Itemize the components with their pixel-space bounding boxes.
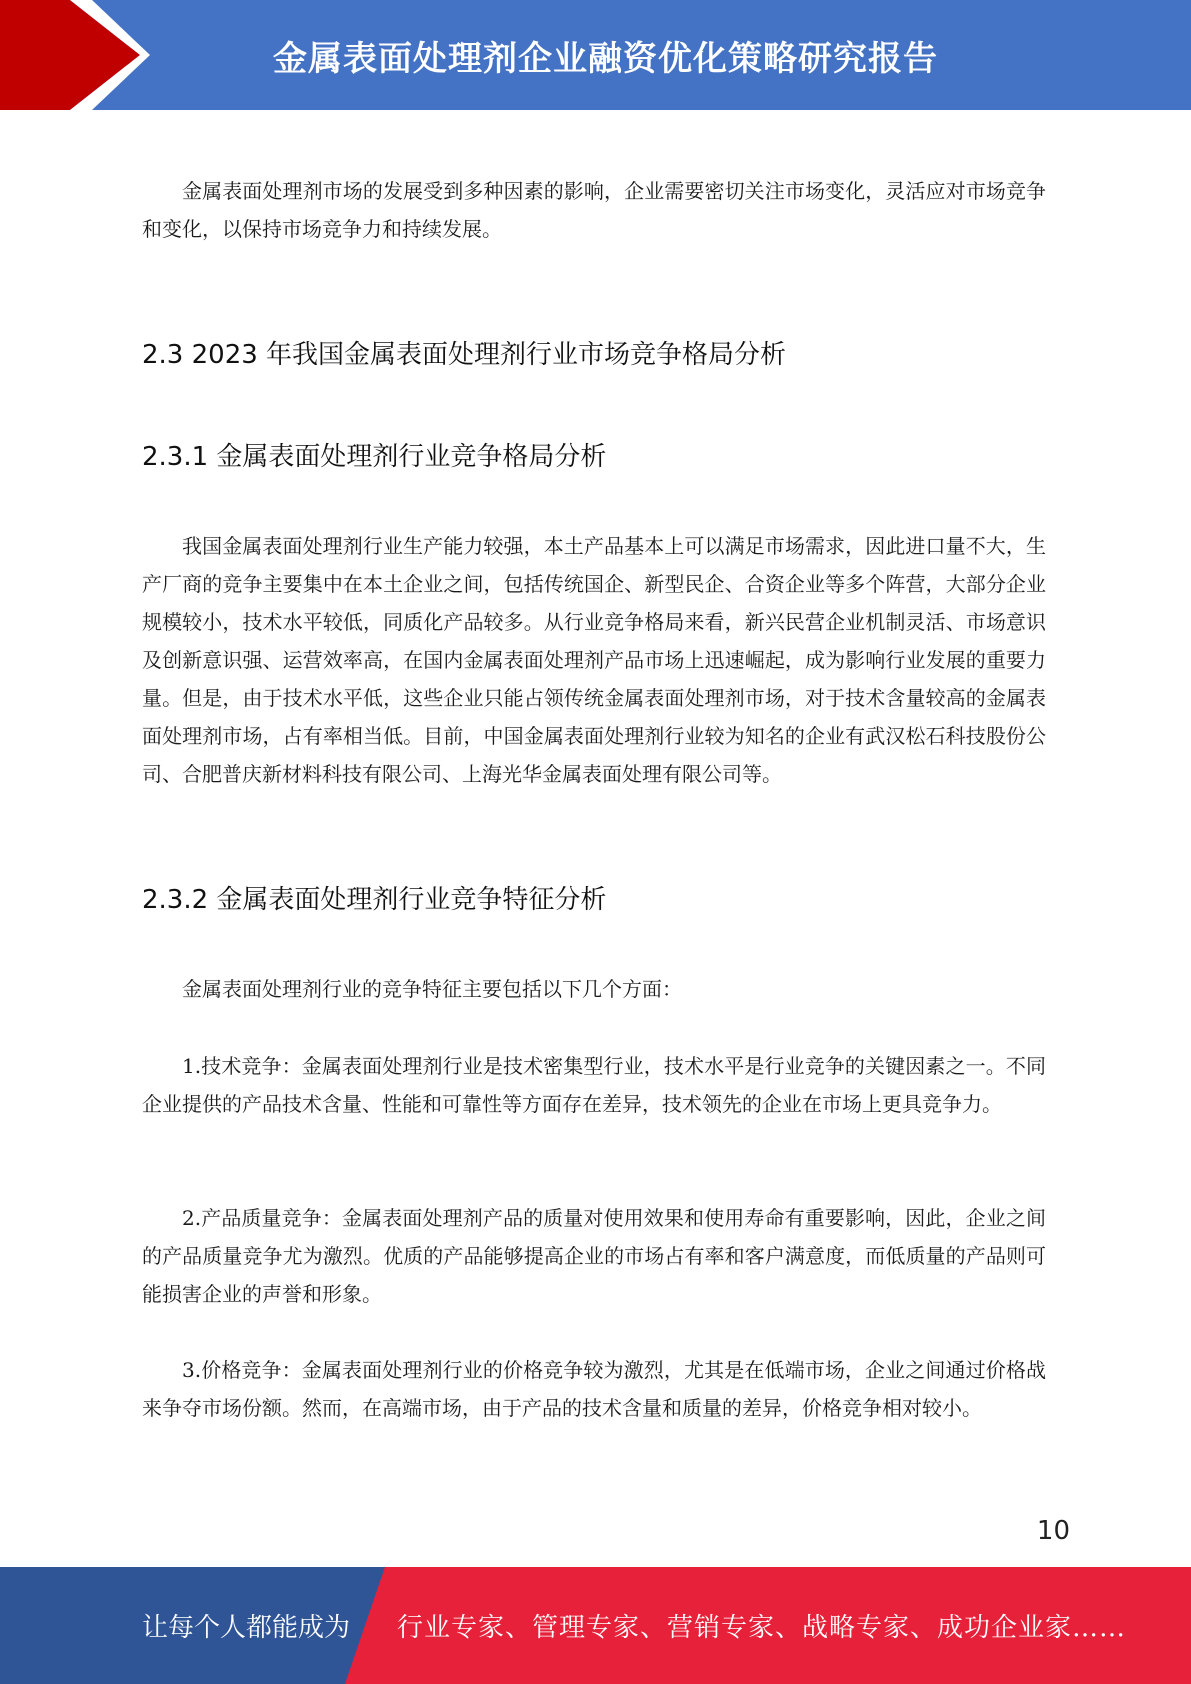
footer-band	[0, 1567, 1191, 1684]
footer-slogan-right: 行业专家、管理专家、营销专家、战略专家、成功企业家……	[397, 1613, 1127, 1643]
competition-landscape-paragraph: 我国金属表面处理剂行业生产能力较强，本土产品基本上可以满足市场需求，因此进口量不大，生产厂商的竞争主要集中在本土企业之间，包括传统国企、新型民企、合资企业等多个阵营，大部分企业规模较小，技术水平较低，同质化产品较多。从行业竞争格局来看，新兴民营企业机制灵活、市场意识及创新意识强、运营效率高，在国内金属表面处理剂产品市场上迅速崛起，成为影响行业发展的重要力量。但是，由于技术水平低，这些企业只能占领传统金属表面处理剂市场，对于技术含量较高的金属表面处理剂市场，占有率相当低。目前，中国金属表面处理剂行业较为知名的企业有武汉松石科技股份公司、合肥普庆新材料科技有限公司、上海光华金属表面处理有限公司等。	[142, 534, 1046, 786]
report-title: 金属表面处理剂企业融资优化策略研究报告	[273, 38, 938, 79]
header-band	[0, 0, 1191, 110]
competition-features-intro: 金属表面处理剂行业的竞争特征主要包括以下几个方面：	[182, 977, 682, 1001]
intro-paragraph: 金属表面处理剂市场的发展受到多种因素的影响，企业需要密切关注市场变化，灵活应对市场竞争和变化，以保持市场竞争力和持续发展。	[142, 179, 1046, 241]
page-number: 10	[1036, 1516, 1070, 1546]
feature-item-quality: 2.产品质量竞争：金属表面处理剂产品的质量对使用效果和使用寿命有重要影响，因此，企业之间的产品质量竞争尤为激烈。优质的产品能够提高企业的市场占有率和客户满意度，而低质量的产品则可能损害企业的声誉和形象。	[142, 1206, 1046, 1306]
footer-slogan-left: 让每个人都能成为	[142, 1613, 351, 1643]
section-heading-2-3-2: 2.3.2 金属表面处理剂行业竞争特征分析	[142, 885, 607, 915]
feature-item-price: 3.价格竞争：金属表面处理剂行业的价格竞争较为激烈，尤其是在低端市场，企业之间通过价格战来争夺市场份额。然而，在高端市场，由于产品的技术含量和质量的差异，价格竞争相对较小。	[142, 1358, 1046, 1420]
feature-item-technology: 1.技术竞争：金属表面处理剂行业是技术密集型行业，技术水平是行业竞争的关键因素之一。不同企业提供的产品技术含量、性能和可靠性等方面存在差异，技术领先的企业在市场上更具竞争力。	[142, 1054, 1046, 1116]
section-heading-2-3: 2.3 2023 年我国金属表面处理剂行业市场竞争格局分析	[142, 340, 787, 370]
section-heading-2-3-1: 2.3.1 金属表面处理剂行业竞争格局分析	[142, 442, 607, 472]
